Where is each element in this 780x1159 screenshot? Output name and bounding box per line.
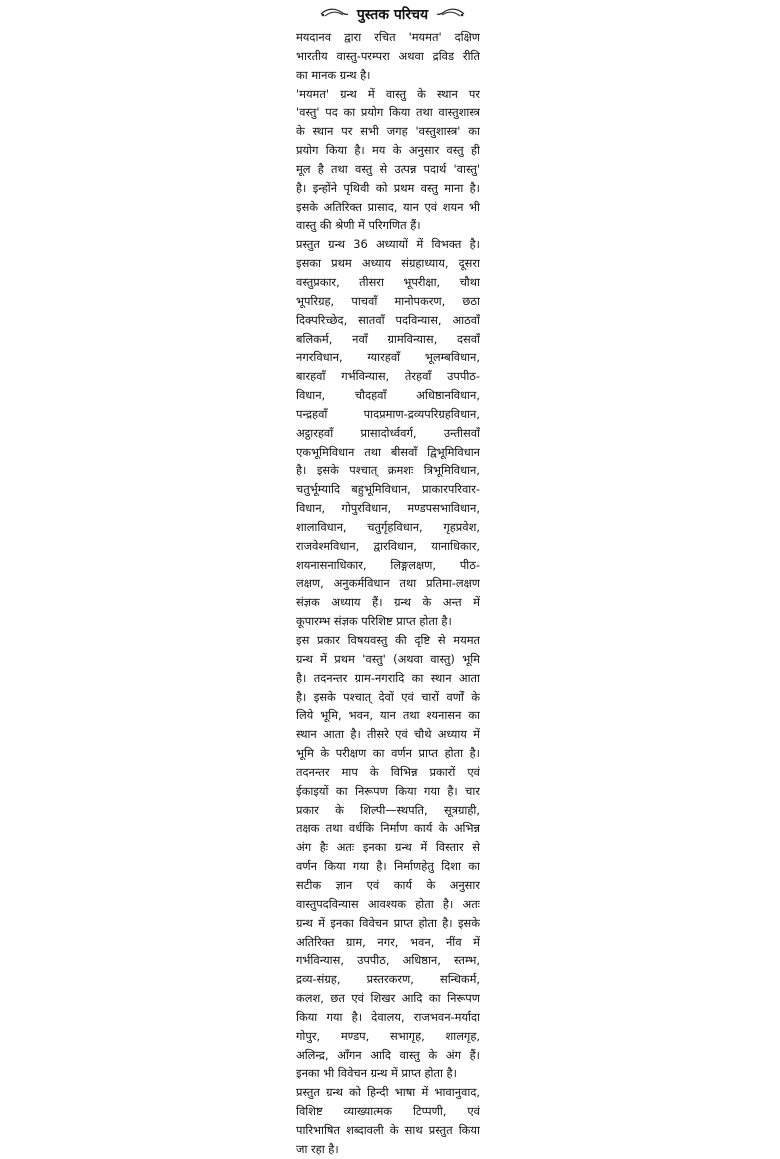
section-heading: [300, 2, 485, 26]
text-line: अट्ठारहवाँ प्रासादोर्ध्ववर्ग, उन्तीसवाँ: [296, 425, 480, 440]
text-line: एकभूमिविधान तथा बीसवाँ द्विभूमिविधान: [296, 444, 480, 459]
text-line: पन्द्रहवाँ पादप्रमाण-द्रव्यपरिग्रहविधान,: [296, 406, 480, 421]
text-line: नगरविधान, ग्यारहवाँ भूलम्बविधान,: [296, 350, 480, 365]
text-line: बारहवाँ गर्भविन्यास, तेरहवाँ उपपीठ-: [296, 369, 480, 384]
text-line: कूपारम्भ संज्ञक परिशिष्ट प्राप्त होता है।: [296, 614, 452, 629]
text-line: मूल है तथा वस्तु से उत्पन्न पदार्थ 'वास्तु': [296, 161, 480, 176]
text-line: के स्थान पर सभी जगह 'वस्तुशास्त्र' का: [296, 124, 480, 139]
text-line: वर्णन किया गया है। निर्माणहेतु दिशा का: [296, 859, 480, 874]
paragraph: [296, 28, 480, 85]
text-line: भूमि के परीक्षण का वर्णन प्राप्त होता है।: [296, 746, 480, 761]
text-line: पारिभाषित शब्दावली के साथ प्रस्तुत किया: [296, 1122, 480, 1137]
text-line: प्रस्तुत ग्रन्थ को हिन्दी भाषा में भावानुवाद,: [296, 1085, 480, 1100]
text-line: वस्तुप्रकार, तीसरा भूपरीक्षा, चौथा: [296, 274, 480, 289]
body-text-column: [296, 28, 480, 1159]
paragraph: [296, 235, 480, 631]
text-line: स्थान आता है। तीसरे एवं चौथे अध्याय में: [296, 727, 480, 742]
flourish-right-icon: [436, 7, 466, 21]
text-line: विधान, चौदहवाँ अधिष्ठानविधान,: [296, 388, 480, 403]
text-line: कलश, छत एवं शिखर आदि का निरूपण: [296, 991, 480, 1006]
text-line: इसका प्रथम अध्याय संग्रहाध्याय, दूसरा: [296, 256, 480, 271]
text-line: विधान, गोपुरविधान, मण्डपसभाविधान,: [296, 501, 480, 516]
text-line: 'मयमत' ग्रन्थ में वास्तु के स्थान पर: [296, 86, 480, 101]
text-line: लक्षण, अनुकर्मविधान तथा प्रतिमा-लक्षण: [296, 576, 480, 591]
text-line: ईकाइयों का निरूपण किया गया है। चार: [296, 783, 480, 798]
text-line: प्रयोग किया है। मय के अनुसार वस्तु ही: [296, 143, 480, 158]
text-line: गोपुर, मण्डप, सभागृह, शालगृह,: [296, 1028, 480, 1043]
paragraph: [296, 631, 480, 1083]
text-line: का मानक ग्रन्थ है।: [296, 67, 371, 82]
text-line: प्रस्तुत ग्रन्थ 36 अध्यायों में विभक्त है।: [296, 237, 480, 252]
text-line: विशिष्ट व्याख्यात्मक टिप्पणी, एवं: [296, 1104, 480, 1119]
text-line: इनका भी विवेचन ग्रन्थ में प्राप्त होता है।: [296, 1066, 457, 1081]
text-line: है। इन्होंने पृथिवी को प्रथम वस्तु माना है।: [296, 180, 480, 195]
text-line: शयनासनाधिकार, लिङ्गलक्षण, पीठ-: [296, 557, 480, 572]
text-line: शालाविधान, चतुर्गृहविधान, गृहप्रवेश,: [296, 519, 480, 534]
text-line: गर्भविन्यास, उपपीठ, अधिष्ठान, स्तम्भ,: [296, 953, 480, 968]
text-line: भारतीय वास्तु-परम्परा अथवा द्रविड रीति: [296, 48, 480, 63]
paragraph: [296, 1083, 480, 1158]
text-line: लिये भूमि, भवन, यान तथा श्यनासन का: [296, 708, 480, 723]
text-line: किया गया है। देवालय, राजभवन-मर्यादा: [296, 1009, 480, 1024]
text-line: मयदानव द्वारा रचित 'मयमत' दक्षिण: [296, 30, 480, 44]
text-line: इसके अतिरिक्त प्रासाद, यान एवं शयन भी: [296, 199, 480, 214]
text-line: तक्षक तथा वर्धकि निर्माण कार्य के अभिन्न: [296, 821, 480, 836]
text-line: है। इसके पश्चात् देवों एवं चारों वर्णों के: [296, 689, 480, 704]
text-line: अतिरिक्त ग्राम, नगर, भवन, नींव में: [296, 934, 480, 949]
text-line: तदनन्तर माप के विभिन्न प्रकारों एवं: [296, 764, 480, 779]
paragraph: [296, 85, 480, 236]
text-line: बलिकर्म, नवाँ ग्रामविन्यास, दसवाँ: [296, 331, 480, 346]
text-line: अंग हैः अतः इनका ग्रन्थ में विस्तार से: [296, 840, 480, 855]
text-line: राजवेश्मविधान, द्वारविधान, यानाधिकार,: [296, 538, 480, 553]
text-line: जा रहा है।: [296, 1141, 339, 1156]
text-line: दिक्परिच्छेद, सातवाँ पदविन्यास, आठवाँ: [296, 312, 480, 327]
text-line: प्रकार के शिल्पी—स्थपति, सूत्रग्राही,: [296, 802, 480, 817]
text-line: सटीक ज्ञान एवं कार्य के अनुसार: [296, 877, 480, 892]
text-line: अलिन्द्र, आँगन आदि वास्तु के अंग हैं।: [296, 1047, 480, 1062]
text-line: इस प्रकार विषयवस्तु की दृष्टि से मयमत: [296, 633, 480, 647]
section-title: पुस्तक परिचय: [356, 6, 429, 23]
text-line: द्रव्य-संग्रह, प्रस्तरकरण, सन्धिकर्म,: [296, 972, 480, 987]
text-line: चतुर्भूम्यादि बहुभूमिविधान, प्राकारपरिवार-: [296, 482, 480, 497]
text-line: वास्तु की श्रेणी में परिगणित हैं।: [296, 218, 421, 233]
text-line: है। इसके पश्चात् क्रमशः त्रिभूमिविधान,: [296, 463, 480, 478]
text-line: ग्रन्थ में प्रथम 'वस्तु' (अथवा वास्तु) भूमि: [296, 651, 480, 666]
text-line: संज्ञक अध्याय हैं। ग्रन्थ के अन्त में: [296, 595, 480, 610]
text-line: 'वस्तु' पद का प्रयोग किया तथा वास्तुशास्त्र: [296, 105, 480, 120]
text-line: वास्तुपदविन्यास आवश्यक होता है। अतः: [296, 896, 480, 911]
text-line: ग्रन्थ में इनका विवेचन प्राप्त होता है। इसके: [296, 915, 480, 930]
text-line: भूपरिग्रह, पाचवाँ मानोपकरण, छठा: [296, 293, 480, 308]
flourish-left-icon: [319, 7, 349, 21]
text-line: है। तदनन्तर ग्राम-नगरादि का स्थान आता: [296, 670, 480, 685]
